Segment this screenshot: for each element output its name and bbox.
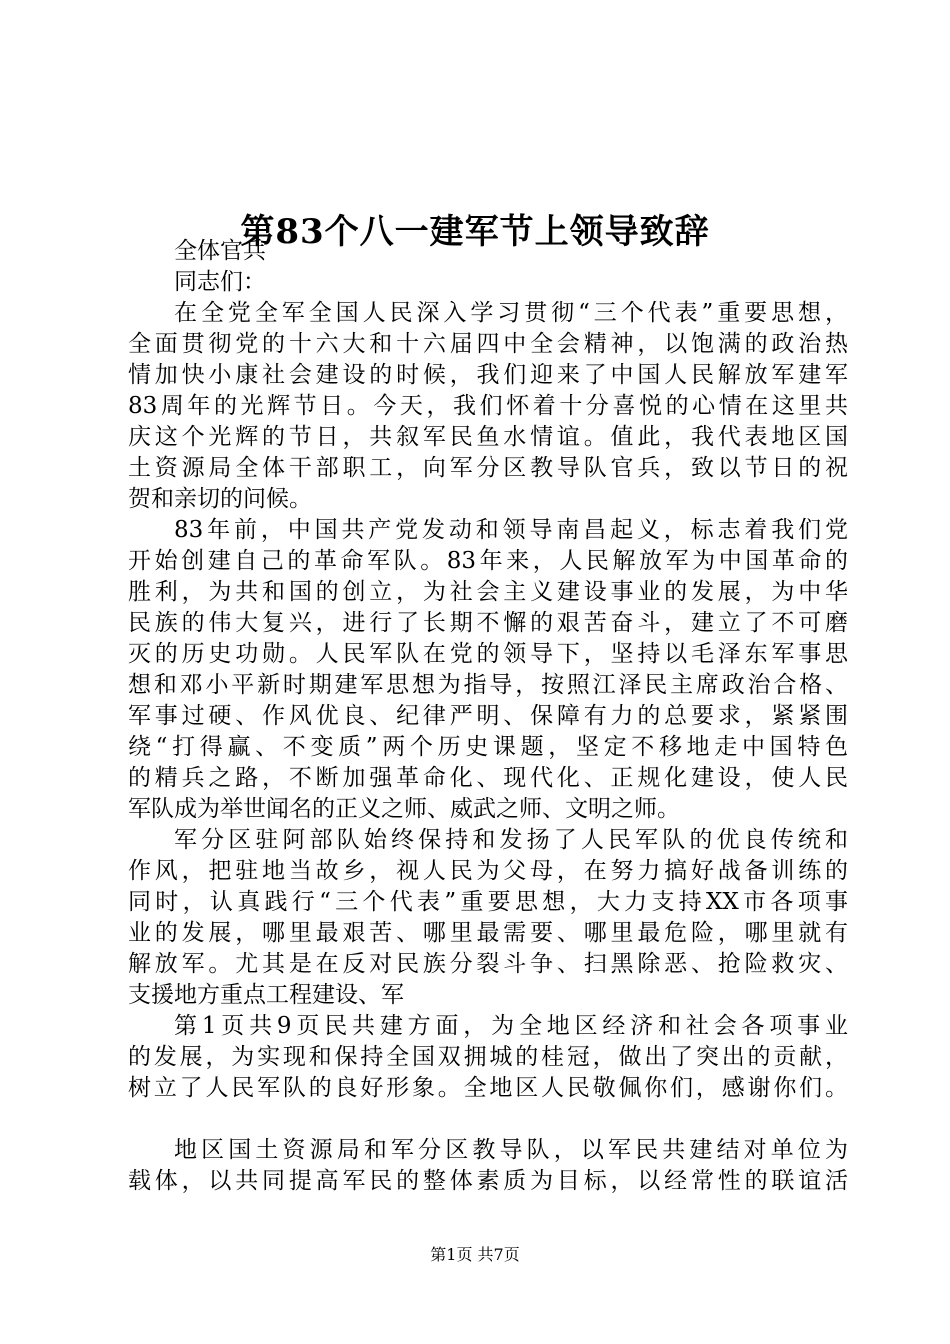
- text-line: 军事过硬、作风优良、纪律严明、保障有力的总要求，紧紧围: [128, 703, 848, 729]
- text-line: 解放军。尤其是在反对民族分裂斗争、扫黑除恶、抢险救灾、: [128, 951, 848, 977]
- text-line: 的发展，为实现和保持全国双拥城的桂冠，做出了突出的贡献，: [128, 1044, 848, 1070]
- page-title: 第83个八一建军节上领导致辞: [240, 211, 710, 252]
- text-line: 情加快小康社会建设的时候，我们迎来了中国人民解放军建军: [128, 362, 848, 388]
- text-line: 的精兵之路，不断加强革命化、现代化、正规化建设，使人民: [128, 765, 848, 791]
- text-line: 83年前，中国共产党发动和领导南昌起义，标志着我们党: [174, 517, 848, 543]
- document-body: [128, 236, 848, 1197]
- text-line: 同时，认真践行“三个代表”重要思想，大力支持XX市各项事: [128, 889, 848, 915]
- text-line: 83周年的光辉节日。今天，我们怀着十分喜悦的心情在这里共: [128, 393, 848, 419]
- text-line: 地区国土资源局和军分区教导队，以军民共建结对单位为: [174, 1137, 848, 1163]
- text-line: 民族的伟大复兴，进行了长期不懈的艰苦奋斗，建立了不可磨: [128, 610, 848, 636]
- text-line: 开始创建自己的革命军队。83年来，人民解放军为中国革命的: [128, 548, 848, 574]
- text-line: 灭的历史功勋。人民军队在党的领导下，坚持以毛泽东军事思: [128, 641, 848, 667]
- text-line: 支援地方重点工程建设、军: [128, 982, 404, 1008]
- text-line: 贺和亲切的问候。: [128, 486, 312, 512]
- text-line: 胜利，为共和国的创立，为社会主义建设事业的发展，为中华: [128, 579, 848, 605]
- text-line: 第1页共9页民共建方面，为全地区经济和社会各项事业: [174, 1013, 848, 1039]
- text-line: 军分区驻阿部队始终保持和发扬了人民军队的优良传统和: [174, 827, 848, 853]
- text-line: 庆这个光辉的节日，共叙军民鱼水情谊。值此，我代表地区国: [128, 424, 848, 450]
- text-line: [128, 1104, 848, 1135]
- page-footer: 第1页 共7页: [430, 1245, 520, 1264]
- text-line: 同志们：: [174, 269, 266, 295]
- text-line: 树立了人民军队的良好形象。全地区人民敬佩你们，感谢你们。: [128, 1075, 848, 1101]
- text-line: 军队成为举世闻名的正义之师、威武之师、文明之师。: [128, 796, 680, 822]
- text-line: 作风，把驻地当故乡，视人民为父母，在努力搞好战备训练的: [128, 858, 848, 884]
- text-line: 想和邓小平新时期建军思想为指导，按照江泽民主席政治合格、: [128, 672, 848, 698]
- text-line: 全面贯彻党的十六大和十六届四中全会精神，以饱满的政治热: [128, 331, 848, 357]
- text-line: 土资源局全体干部职工，向军分区教导队官兵，致以节日的祝: [128, 455, 848, 481]
- text-line: 载体，以共同提高军民的整体素质为目标，以经常性的联谊活: [128, 1168, 848, 1194]
- text-line: 全体官兵: [174, 238, 266, 264]
- text-line: 业的发展，哪里最艰苦、哪里最需要、哪里最危险，哪里就有: [128, 920, 848, 946]
- text-line: 在全党全军全国人民深入学习贯彻“三个代表”重要思想，: [174, 300, 848, 326]
- text-line: 绕“打得赢、不变质”两个历史课题，坚定不移地走中国特色: [128, 734, 848, 760]
